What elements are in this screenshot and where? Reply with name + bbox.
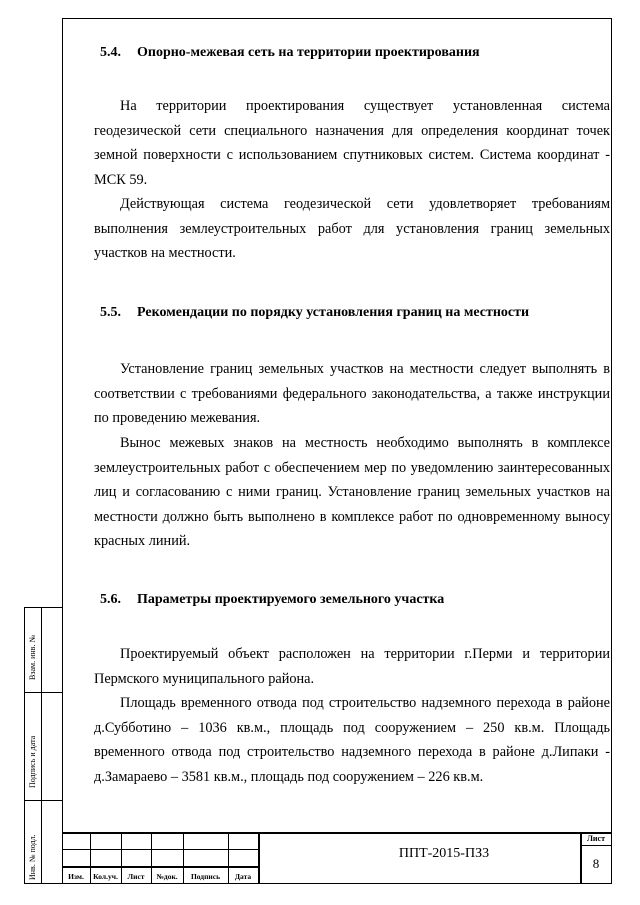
paragraph: Действующая система геодезической сети удовлетворяет требованиям выполнения землеустроительных работ для установления границ земельных участков на местности. (94, 196, 610, 262)
side-stamp-podpis-label: Подпись и дата (28, 735, 37, 788)
side-stamp-row-line (25, 800, 63, 801)
title-block (62, 832, 612, 884)
title-block-row-line (580, 845, 612, 846)
paragraph: Установление границ земельных участков на местности следует выполнять в соответствии с требованиями федерального законодательства, а также инструкции по проведению межевания. (94, 361, 610, 427)
title-block-border (62, 832, 612, 834)
document-code: ППТ-2015-ПЗ3 (398, 846, 490, 861)
section-title: Рекомендации по порядку установления границ на местности (137, 305, 530, 320)
section-heading (100, 305, 529, 321)
paragraph: Проектируемый объект расположен на территории г.Перми и территории Пермского муниципального района. (94, 646, 610, 687)
side-stamp-row-line (25, 692, 63, 693)
title-block-label: №док. (156, 872, 178, 881)
section-title: Параметры проектируемого земельного участка (137, 592, 445, 607)
title-block-label: Лист (127, 872, 145, 881)
title-block-label: Кол.уч. (93, 872, 118, 881)
section-number: 5.4. (100, 45, 121, 60)
section-heading (100, 45, 480, 61)
sheet-number: 8 (592, 856, 600, 871)
title-block-label: Изм. (68, 872, 84, 881)
section-number: 5.6. (100, 592, 121, 607)
section-number: 5.5. (100, 305, 121, 320)
sheet-label: Лист (586, 834, 606, 843)
side-stamp-inv-label: Инв. № подл. (28, 834, 37, 880)
title-block-label: Подпись (190, 872, 221, 881)
side-stamp-vzam-label: Взам. инв. № (28, 634, 37, 680)
title-block-label: Дата (234, 872, 252, 881)
paragraph: Площадь временного отвода под строительство надземного перехода в районе д.Субботино – 1036 кв.м., площадь под сооружением – 250 кв.м. Площадь временного отвода под строительство надземного перехода в районе д.Липаки - д.Замараево – 3581 кв.м., площадь под сооружением – 226 кв.м. (94, 695, 610, 785)
paragraph: Вынос межевых знаков на местность необходимо выполнять в комплексе землеустроительных работ с обеспечением мер по уведомлению заинтересованных лиц и согласованию с ними границ. Установление границ земельных участков на местности должно быть выполнено в комплексе работ по одновременному выносу красных линий. (94, 435, 610, 550)
paragraph: На территории проектирования существует установленная система геодезической сети специального назначения для определения координат точек земной поверхности с использованием спутниковых систем. Система координат - МСК 59. (94, 98, 610, 188)
section-title: Опорно-межевая сеть на территории проектирования (137, 45, 480, 60)
side-stamp-divider (41, 608, 42, 883)
title-block-col-line (258, 832, 260, 884)
section-heading (100, 592, 444, 608)
side-stamp (24, 607, 62, 884)
